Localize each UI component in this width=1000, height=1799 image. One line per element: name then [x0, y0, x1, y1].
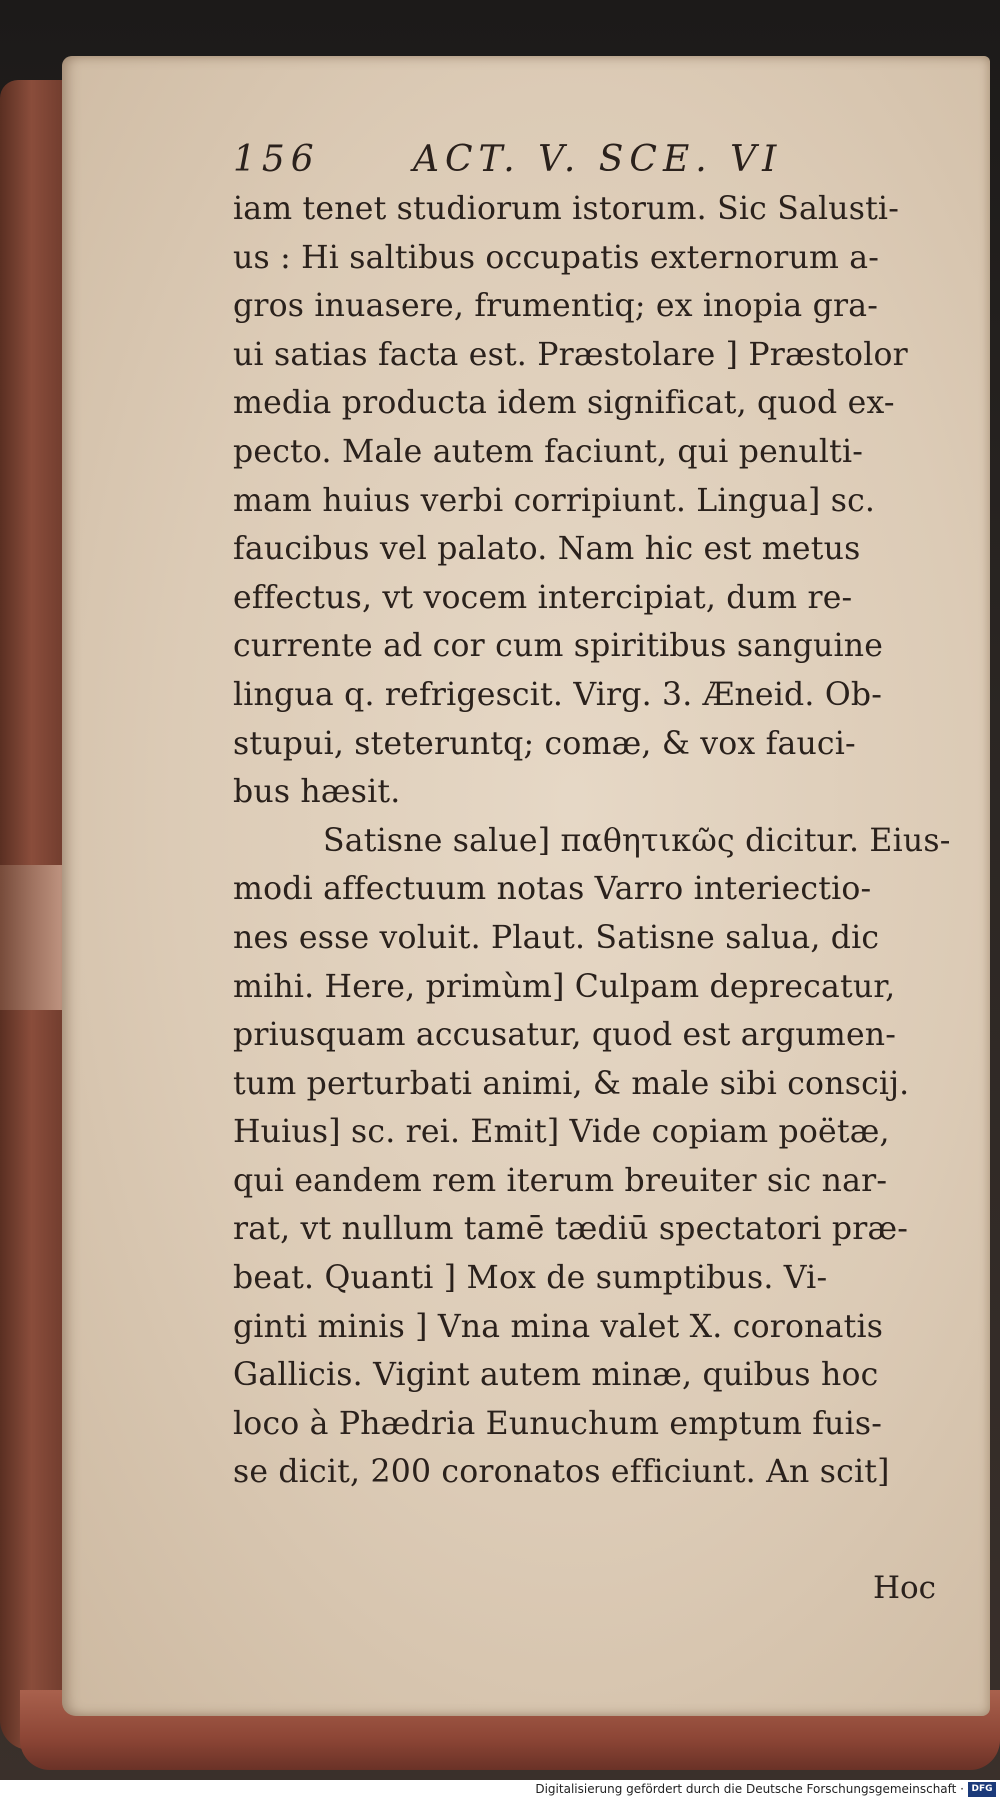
- text-line: gros inuasere, frumentiq; ex inopia gra-: [233, 288, 879, 325]
- text-line: ginti minis ] Vna mina valet X. coronatis: [233, 1308, 884, 1345]
- text-line: mihi. Here, primùm] Culpam deprecatur,: [233, 968, 896, 1005]
- text-line: pecto. Male autem faciunt, qui penulti-: [233, 433, 864, 470]
- text-line: effectus, vt vocem intercipiat, dum re-: [233, 579, 853, 616]
- text-line: qui eandem rem iterum breuiter sic nar-: [233, 1162, 888, 1199]
- page-number: 156: [233, 139, 320, 180]
- text-line: loco à Phædria Eunuchum emptum fuis-: [233, 1405, 883, 1442]
- text-line: faucibus vel palato. Nam hic est metus: [233, 531, 861, 568]
- footer-bar: [0, 1780, 1000, 1799]
- text-block: [233, 135, 968, 1606]
- text-line: us : Hi saltibus occupatis externorum a-: [233, 239, 880, 276]
- text-line: Gallicis. Vigint autem minæ, quibus hoc: [233, 1357, 879, 1394]
- text-line: bus hæsit.: [233, 774, 401, 811]
- text-line: se dicit, 200 coronatos efficiunt. An scit]: [233, 1454, 890, 1491]
- dfg-logo: DFG: [968, 1782, 996, 1797]
- text-line: priusquam accusatur, quod est argumen-: [233, 1017, 897, 1054]
- text-line: modi affectuum notas Varro interiectio-: [233, 871, 872, 908]
- text-line: iam tenet studiorum istorum. Sic Salusti-: [233, 191, 900, 227]
- text-line-indented: Satisne salue] παθητικῶς dicitur. Eius-: [323, 822, 951, 859]
- text-line: tum perturbati animi, & male sibi conscij.: [233, 1065, 910, 1102]
- running-head: [233, 135, 968, 185]
- text-line: lingua q. refrigescit. Virg. 3. Æneid. Ob-: [233, 676, 883, 713]
- text-line: mam huius verbi corripiunt. Lingua] sc.: [233, 482, 876, 519]
- body-text: [233, 185, 968, 1497]
- catchword: Hoc: [872, 1570, 936, 1606]
- text-line: stupui, steteruntq; comæ, & vox fauci-: [233, 725, 856, 762]
- footer-credit: Digitalisierung gefördert durch die Deutsche Forschungsgemeinschaft ·: [535, 1782, 964, 1796]
- text-line: ui satias facta est. Præstolare ] Præstolor: [233, 336, 908, 373]
- text-line: media producta idem significat, quod ex-: [233, 385, 895, 422]
- text-line: Huius] sc. rei. Emit] Vide copiam poëtæ,: [233, 1114, 890, 1151]
- text-line: beat. Quanti ] Mox de sumptibus. Vi-: [233, 1260, 828, 1297]
- text-line: rat, vt nullum tamē tædiū spectatori præ-: [233, 1211, 909, 1248]
- text-line: currente ad cor cum spiritibus sanguine: [233, 628, 884, 665]
- text-line: nes esse voluit. Plaut. Satisne salua, dic: [233, 919, 880, 956]
- running-head-title: ACT. V. SCE. VI: [413, 139, 783, 180]
